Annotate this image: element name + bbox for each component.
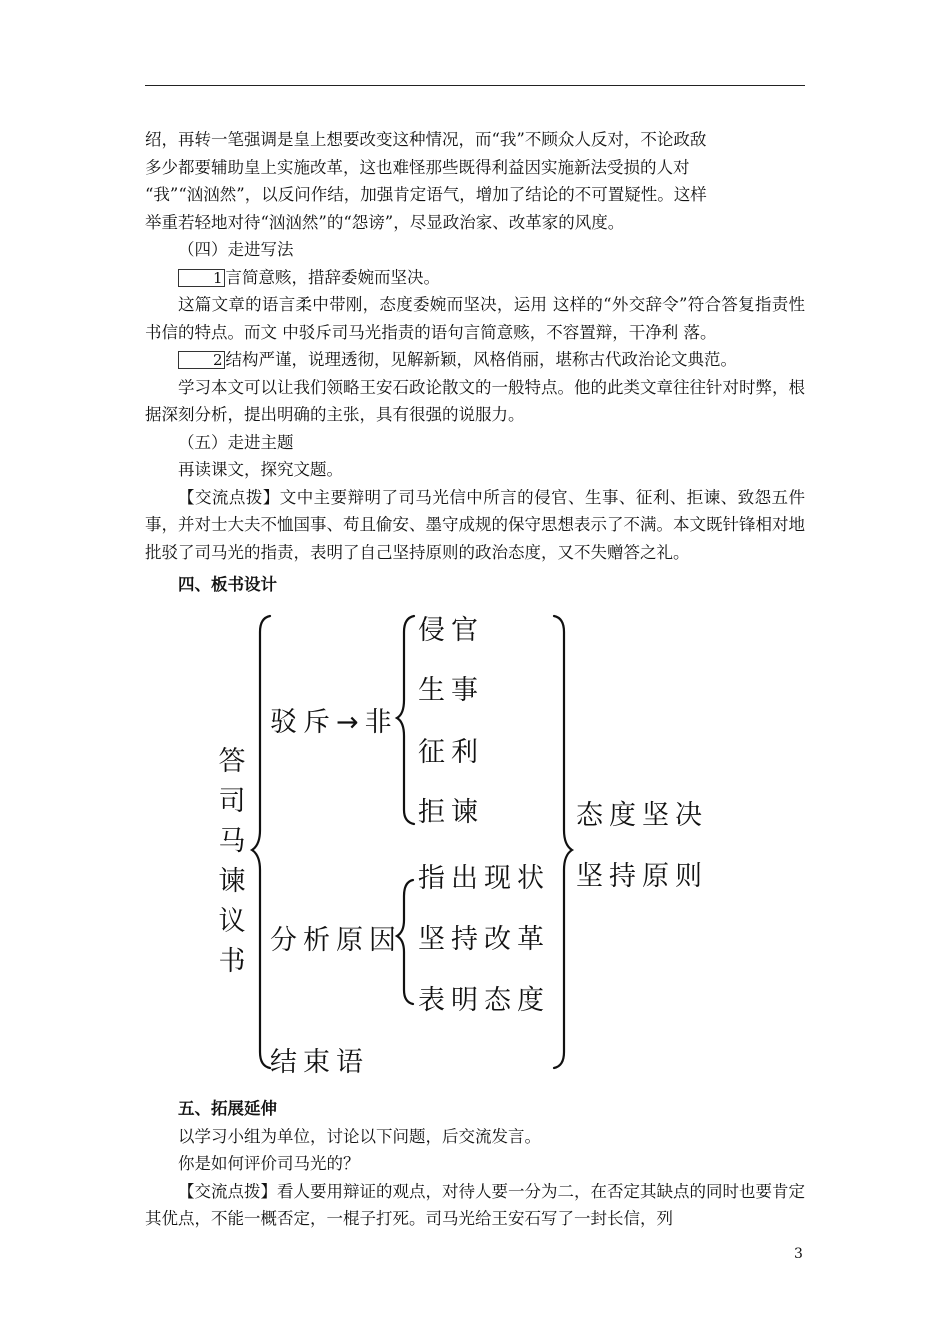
paragraph-line: 再读课文，探究文题。 [178,460,343,479]
header-rule [145,85,805,86]
section-heading-writing: （四）走进写法 [178,240,294,259]
board-item: 指出现状 [418,863,550,894]
board-conclusion: 坚持原则 [576,861,708,892]
board-title: 答司马谏议书 [218,746,246,977]
paragraph: 学习本文可以让我们领略王安石政论散文的一般特点。他的此类文章往往针对时弊，根据深刻分析，提出明确的主张，具有很强的说服力。 [145,377,805,424]
paragraph-line: 多少都要辅助皇上实施改革，这也难怪那些既得利益因实施新法受损的人对 [145,157,690,177]
board-item: 坚持改革 [418,924,550,955]
item-number: 1 [178,269,225,287]
section-heading-theme: （五）走进主题 [178,432,294,452]
list-item-2 [145,346,805,374]
paragraph-line: 举重若轻地对待“汹汹然”的“怨谤”，尽显政治家、改革家的风度。 [145,212,625,232]
paragraph-line: 你是如何评价司马光的？ [178,1154,360,1173]
item-number: 2 [178,351,225,369]
heading-extension: 五、拓展延伸 [178,1099,277,1118]
board-branch-ending: 结束语 [270,1047,369,1078]
board-item: 生事 [418,675,484,706]
board-conclusion: 态度坚决 [576,800,708,831]
discussion-paragraph: 【交流点拨】文中主要辩明了司马光信中所言的侵官、生事、征利、拒谏、致怨五件事，并对士大夫不恤国事、苟且偷安、墨守成规的保守思想表示了不满。本文既针锋相对地批驳了司马光的指责，表明了自己坚持原则的政治态度，又不失赠答之礼。 [145,487,805,562]
list-item-1 [145,264,805,292]
page-number: 3 [794,1246,803,1262]
board-item: 表明态度 [418,985,550,1016]
paragraph-line: 绍，再转一笔强调是皇上想要改变这种情况，而“我”不顾众人反对，不论政敌 [145,130,707,149]
board-item: 侵官 [418,615,484,646]
paragraph: 这篇文章的语言柔中带刚，态度委婉而坚决，运用 这样的“外交辞令”符合答复指责性书信的特点。而文 中驳斥司马光指责的语句言简意赅，不容置辩，干净利 落。 [145,295,805,342]
discussion-paragraph: 【交流点拨】看人要用辩证的观点，对待人要一分为二，在否定其缺点的同时也要肯定其优点，不能一概否定，一棍子打死。司马光给王安石写了一封长信，列 [145,1181,805,1228]
paragraph-line: “我”“汹汹然”，以反问作结，加强肯定语气，增加了结论的不可置疑性。这样 [145,185,707,204]
board-item: 征利 [418,737,484,768]
board-branch-analysis: 分析原因 [270,925,402,956]
item-text: 结构严谨，说理透彻，见解新颖，风格俏丽，堪称古代政治论文典范。 [225,350,738,369]
paragraph-line: 以学习小组为单位，讨论以下问题，后交流发言。 [178,1126,541,1146]
heading-board-design: 四、板书设计 [178,575,277,594]
board-branch-refute: 驳斥→非 [270,707,398,738]
item-text: 言简意赅，措辞委婉而坚决。 [225,267,441,287]
board-item: 拒谏 [418,797,484,828]
